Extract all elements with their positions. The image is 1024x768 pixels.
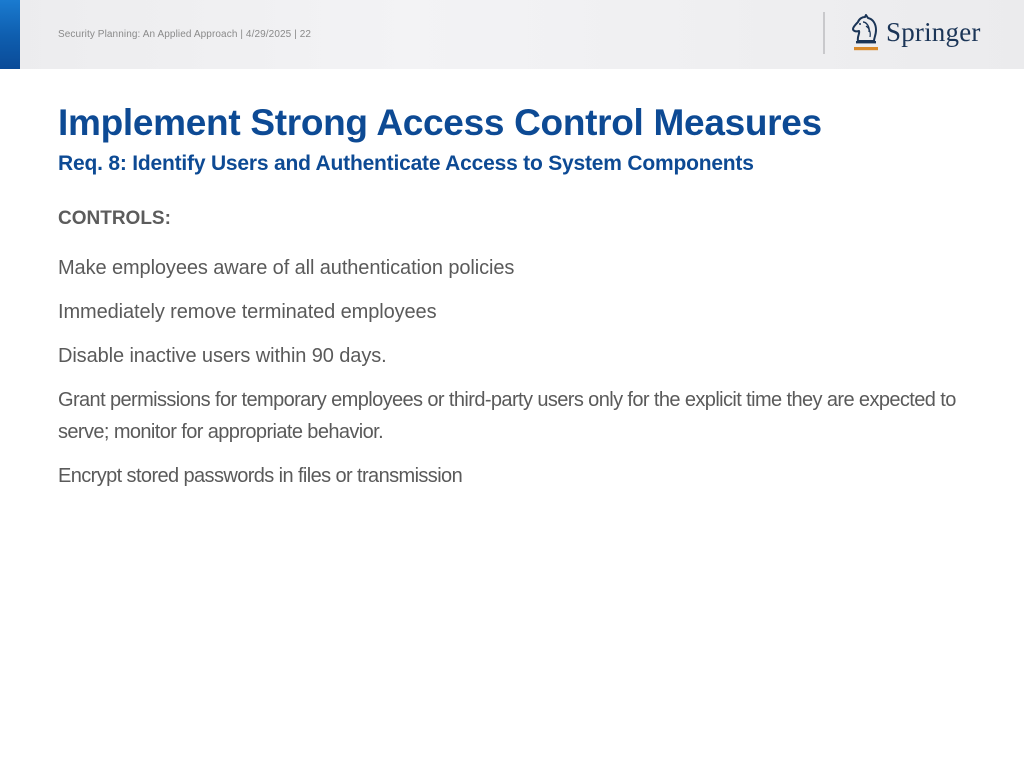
controls-list <box>58 252 958 504</box>
logo-separator <box>823 12 825 54</box>
springer-logo <box>850 13 981 53</box>
header-accent-bar <box>0 0 20 69</box>
control-item: Disable inactive users within 90 days. <box>58 345 387 367</box>
control-item: Grant permissions for temporary employees or third-party users only for the explicit time they are expected to serve; monitor for appropriate behavior. <box>58 389 956 443</box>
knight-chess-piece-icon <box>850 14 880 52</box>
slide-footer-info: Security Planning: An Applied Approach | 4/29/2025 | 22 <box>58 29 312 40</box>
control-item: Immediately remove terminated employees <box>58 301 437 323</box>
control-item: Make employees aware of all authentication policies <box>58 257 515 279</box>
controls-heading: CONTROLS: <box>58 208 171 229</box>
control-item: Encrypt stored passwords in files or transmission <box>58 465 463 487</box>
slide-subtitle: Req. 8: Identify Users and Authenticate Access to System Components <box>58 152 754 175</box>
logo-wordmark: Springer <box>886 16 981 47</box>
slide-title: Implement Strong Access Control Measures <box>58 102 822 143</box>
